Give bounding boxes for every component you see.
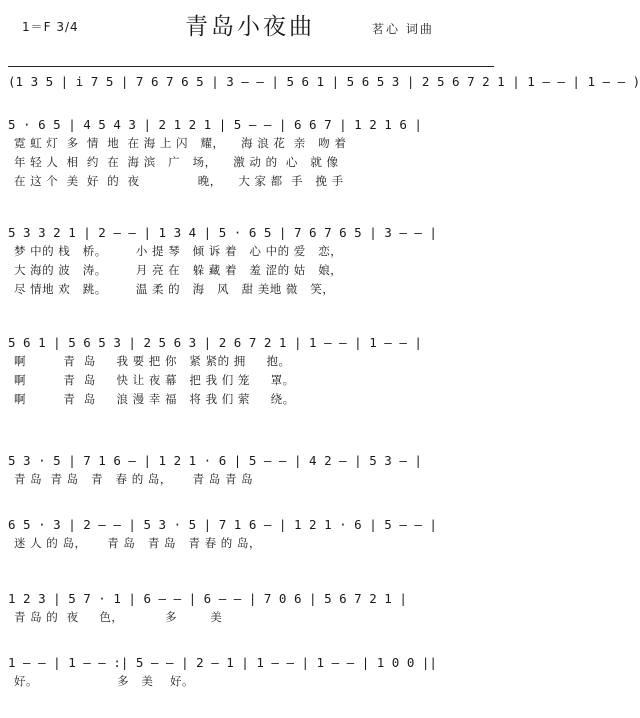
lyric-line: 在 这 个 美 好 的 夜 晚， 大 家 都 手 挽 手 [14, 174, 344, 188]
score-system-1 [8, 116, 494, 191]
lyric-line: 尽 情地 欢 跳。 温 柔 的 海 风 甜 美地 微 笑， [14, 282, 335, 296]
score-system-2 [8, 224, 494, 299]
song-credit: 茗心 词曲 [372, 22, 434, 36]
notation-line: 1 — — | 1 — — :| 5 — — | 2 — 1 | 1 — — | 1 — — | 1 0 0 || [8, 655, 437, 670]
notation-line: 5 3 · 5 | 7 1 6 — | 1 2 1 · 6 | 5 — — | 4 2 — | 5 3 — | [8, 453, 422, 468]
lyric-line: 迷 人 的 岛， 青 岛 青 岛 青 春 的 岛， [14, 536, 261, 550]
score-system-4 [8, 452, 494, 489]
notation-line: 5 · 6 5 | 4 5 4 3 | 2 1 2 1 | 5 — — | 6 6 7 | 1 2 1 6 | [8, 117, 422, 132]
lyric-line: 青 岛 的 夜 色， 多 美 [14, 610, 223, 624]
lyric-line: 啊 青 岛 浪 漫 幸 福 将 我 们 萦 绕。 [14, 392, 295, 406]
lyric-line: 啊 青 岛 我 要 把 你 紧 紧的 拥 抱。 [14, 354, 291, 368]
lyric-line: 年 轻 人 相 约 在 海 滨 广 场， 激 动 的 心 就 像 [14, 155, 339, 169]
score-system-6 [8, 590, 494, 627]
key-signature: 1＝F 3/4 [22, 20, 79, 34]
lyric-line: 啊 青 岛 快 让 夜 幕 把 我 们 笼 罩。 [14, 373, 295, 387]
score-system-intro [8, 66, 640, 91]
notation-line: 5 6 1 | 5 6 5 3 | 2 5 6 3 | 2 6 7 2 1 | 1 — — | 1 — — | [8, 335, 422, 350]
song-title: 青岛小夜曲 [185, 14, 315, 40]
notation-line: (1 3 5 | i 7 5 | 7 6 7 6 5 | 3 — — | 5 6 1 | 5 6 5 3 | 2 5 6 7 2 1 | 1 — — | 1 — — ) [8, 66, 494, 91]
score-system-7 [8, 654, 494, 691]
score-system-3 [8, 334, 494, 409]
lyric-line: 霓 虹 灯 多 情 地 在 海 上 闪 耀， 海 浪 花 亲 吻 着 [14, 136, 347, 150]
lyric-line: 大 海的 波 涛。 月 亮 在 躲 藏 着 羞 涩的 姑 娘， [14, 263, 343, 277]
lyric-line: 好。 多 美 好。 [14, 674, 195, 688]
score-system-5 [8, 516, 494, 553]
score-header [0, 0, 500, 50]
notation-line: 6 5 · 3 | 2 — — | 5 3 · 5 | 7 1 6 — | 1 2 1 · 6 | 5 — — | [8, 517, 437, 532]
lyric-line: 梦 中的 栈 桥。 小 提 琴 倾 诉 着 心 中的 爱 恋， [14, 244, 343, 258]
notation-line: 1 2 3 | 5 7 · 1 | 6 — — | 6 — — | 7 0 6 | 5 6 7 2 1 | [8, 591, 407, 606]
lyric-line: 青 岛 青 岛 青 春 的 岛， 青 岛 青 岛 [14, 472, 254, 486]
notation-line: 5 3 3 2 1 | 2 — — | 1 3 4 | 5 · 6 5 | 7 6 7 6 5 | 3 — — | [8, 225, 437, 240]
